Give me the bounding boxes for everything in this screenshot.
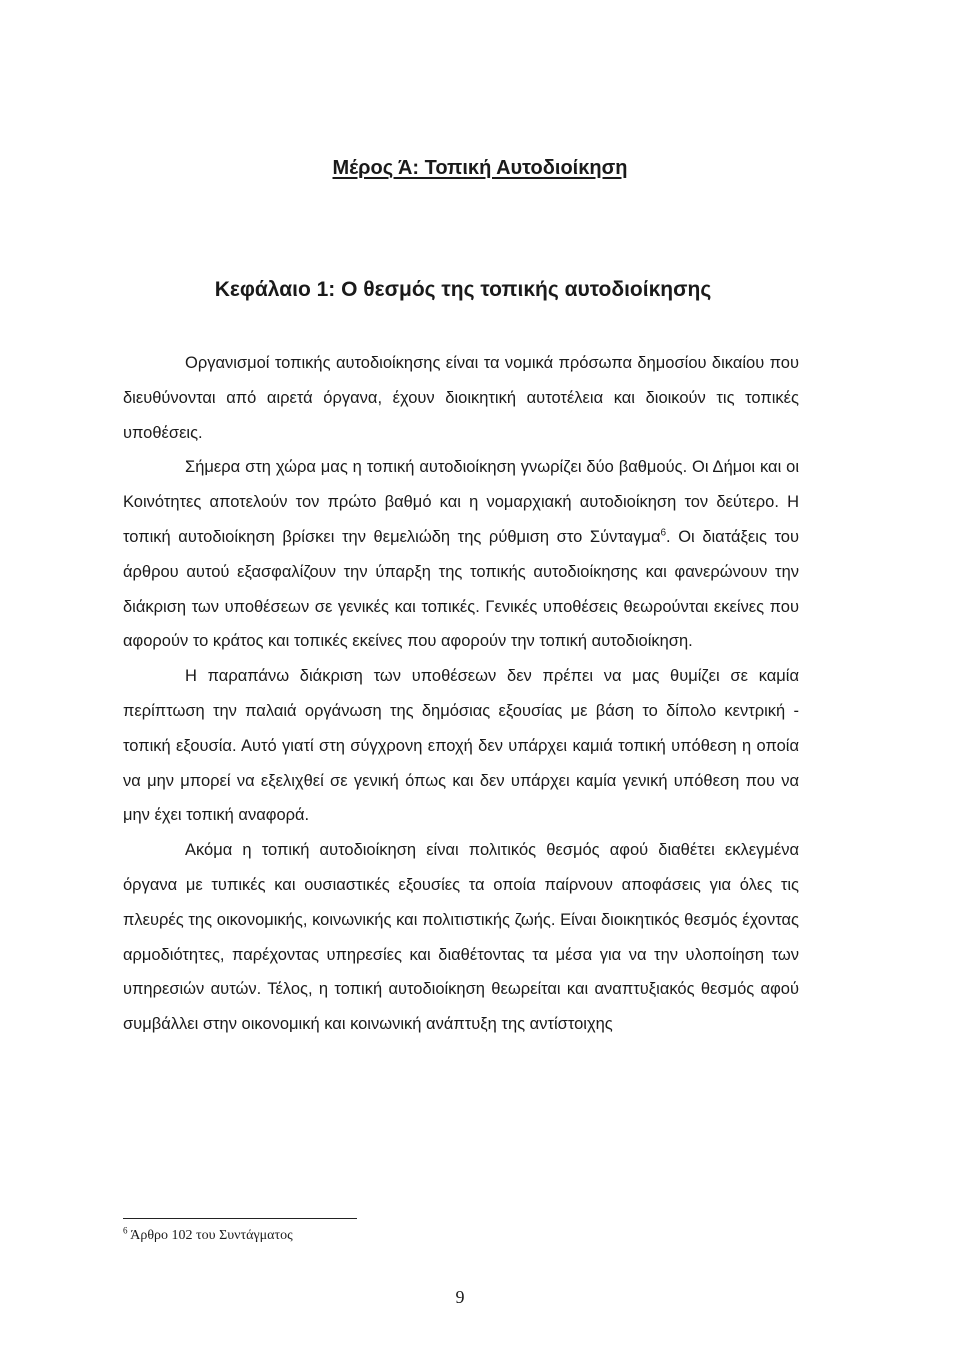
paragraph-2-text-a: Σήμερα στη χώρα μας η τοπική αυτοδιοίκηση γνωρίζει δύο βαθμούς. Οι Δήμοι και οι Κοινότητες αποτελούν τον πρώτο βαθμό και η νομαρχιακή αυτοδιοίκηση τον δεύτερο. Η τοπική αυτοδιοίκηση βρίσκει την θεμελιώδη της ρύθμιση στο Σύνταγμα (123, 458, 799, 546)
footnote-text: Άρθρο 102 του Συντάγματος (127, 1228, 293, 1243)
paragraph-2-text-b: . Οι διατάξεις του άρθρου αυτού εξασφαλίζουν την ύπαρξη της τοπικής αυτοδιοίκησης και φανερώνουν την διάκριση των υποθέσεων σε γενικές και τοπικές. Γενικές υποθέσεις θεωρούνται εκείνες που αφορούν το κράτος και τοπικές εκείνες που αφορούν την τοπική αυτοδιοίκηση. (123, 527, 799, 651)
paragraph-3: Η παραπάνω διάκριση των υποθέσεων δεν πρέπει να μας θυμίζει σε καμία περίπτωση την παλαιά οργάνωση της δημόσιας εξουσίας με βάση το δίπολο κεντρική - τοπική εξουσία. Αυτό γιατί στη σύγχρονη εποχή δεν υπάρχει καμιά τοπική υπόθεση η οποία να μην μπορεί να εξελιχθεί σε γενική όπως και δεν υπάρχει καμία γενική υπόθεση που να μην έχει τοπική αναφορά. (123, 667, 799, 825)
paragraph-1: Οργανισμοί τοπικής αυτοδιοίκησης είναι τα νομικά πρόσωπα δημοσίου δικαίου που διευθύνονται από αιρετά όργανα, έχουν διοικητική αυτοτέλεια και διοικούν τις τοπικές υποθέσεις. (123, 354, 799, 442)
chapter-title: Κεφάλαιο 1: Ο θεσμός της τοπικής αυτοδιοίκησης (214, 278, 712, 301)
footnote-divider (123, 1218, 357, 1219)
footnote-reference: 6 (660, 527, 667, 539)
page-number: 9 (455, 1287, 465, 1307)
footnote-number: 6 (123, 1225, 128, 1236)
footnote (123, 1225, 293, 1244)
paragraph-4: Ακόμα η τοπική αυτοδιοίκηση είναι πολιτικός θεσμός αφού διαθέτει εκλεγμένα όργανα με τυπικές και ουσιαστικές εξουσίες τα οποία παίρνουν αποφάσεις για όλες τις πλευρές της οικονομικής, κοινωνικής και πολιτιστικής ζωής. Είναι διοικητικός θεσμός έχοντας αρμοδιότητες, παρέχοντας υπηρεσίες και διαθέτοντας τα μέσα για να την υλοποίηση των υπηρεσιών αυτών. Τέλος, η τοπική αυτοδιοίκηση θεωρείται και αναπτυξιακός θεσμός αφού συμβάλλει στην οικονομική και κοινωνική ανάπτυξη της αντίστοιχης (123, 841, 799, 1034)
part-title: Μέρος Ά: Τοπική Αυτοδιοίκηση (332, 157, 628, 179)
body-text (123, 346, 799, 1042)
paragraph-2 (123, 450, 799, 659)
